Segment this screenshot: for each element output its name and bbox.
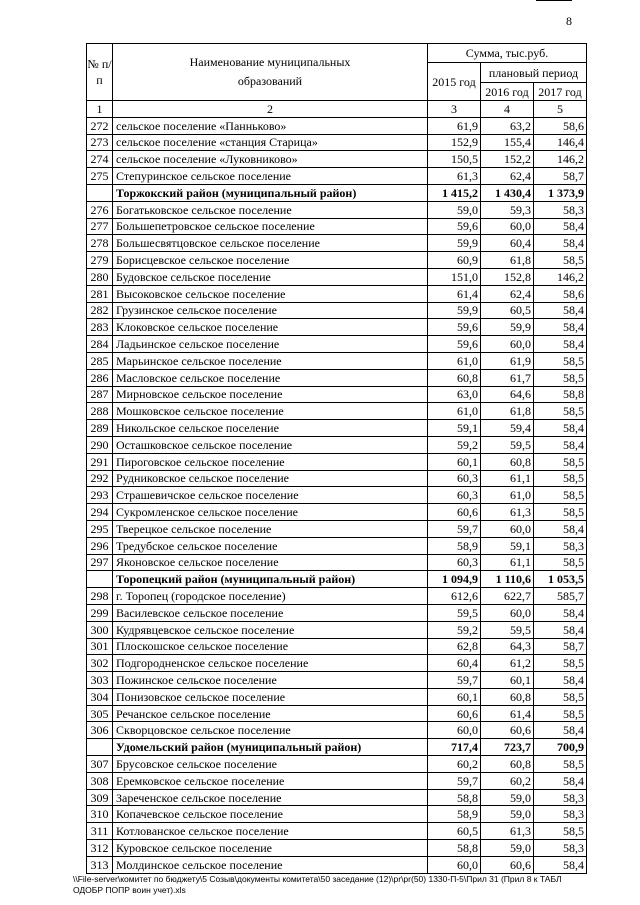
row-number: 302: [87, 655, 113, 672]
table-row: [87, 252, 587, 269]
table-row: [87, 756, 587, 773]
row-value-2016: 59,3: [481, 201, 534, 218]
row-value-2017: 58,5: [534, 504, 587, 521]
row-name: Скворцовское сельское поселение: [113, 722, 428, 739]
row-number: 288: [87, 403, 113, 420]
table-row: [87, 688, 587, 705]
footer-line-1: \\File-server\комитет по бюджету\5 Созыв\документы комитета\50 заседание (12)\pr\pr(50) 1330-П-5\Прил 31 (Прил 8 к ТАБЛ: [73, 874, 562, 884]
row-value-2015: 60,3: [428, 554, 481, 571]
row-value-2017: 58,5: [534, 369, 587, 386]
row-value-2015: 59,6: [428, 218, 481, 235]
row-value-2017: 700,9: [534, 739, 587, 756]
row-number: 289: [87, 420, 113, 437]
row-number: 291: [87, 453, 113, 470]
row-number: 281: [87, 285, 113, 302]
row-value-2017: 58,4: [534, 302, 587, 319]
row-value-2017: 58,3: [534, 840, 587, 857]
row-number: 285: [87, 352, 113, 369]
row-value-2015: 59,7: [428, 520, 481, 537]
row-name: Клоковское сельское поселение: [113, 319, 428, 336]
row-number: 274: [87, 151, 113, 168]
table-row: [87, 554, 587, 571]
table-row: [87, 117, 587, 134]
row-value-2015: 60,1: [428, 688, 481, 705]
row-value-2017: 58,5: [534, 688, 587, 705]
top-rule: [536, 0, 572, 1]
table-row: [87, 705, 587, 722]
row-name: сельское поселение «Панньково»: [113, 117, 428, 134]
row-value-2016: 62,4: [481, 168, 534, 185]
row-name: Молдинское сельское поселение: [113, 856, 428, 873]
row-value-2015: 60,9: [428, 252, 481, 269]
row-value-2017: 58,4: [534, 235, 587, 252]
row-name: Богатьковское сельское поселение: [113, 201, 428, 218]
table-row: [87, 537, 587, 554]
page-number: 8: [566, 14, 572, 28]
header-col-2017: 2017 год: [534, 83, 587, 101]
row-value-2017: 58,5: [534, 554, 587, 571]
row-number: 275: [87, 168, 113, 185]
row-name: Торжокский район (муниципальный район): [113, 184, 428, 201]
row-value-2017: 58,4: [534, 218, 587, 235]
row-name: г. Торопец (городское поселение): [113, 588, 428, 605]
row-name: Брусовское сельское поселение: [113, 756, 428, 773]
row-number: 295: [87, 520, 113, 537]
row-value-2016: 59,1: [481, 537, 534, 554]
row-value-2015: 62,8: [428, 638, 481, 655]
row-value-2017: 58,6: [534, 285, 587, 302]
row-name: Никольское сельское поселение: [113, 420, 428, 437]
row-name: Подгородненское сельское поселение: [113, 655, 428, 672]
row-value-2016: 622,7: [481, 588, 534, 605]
row-number: 312: [87, 840, 113, 857]
row-value-2017: 58,8: [534, 386, 587, 403]
row-number: 304: [87, 688, 113, 705]
table-row: [87, 302, 587, 319]
row-value-2016: 59,0: [481, 789, 534, 806]
header-col-plan: плановый период: [481, 63, 587, 83]
row-value-2016: 61,3: [481, 504, 534, 521]
row-value-2017: 58,5: [534, 352, 587, 369]
row-value-2017: 58,5: [534, 823, 587, 840]
header-col-2015: 2015 год: [428, 63, 481, 101]
row-number: 311: [87, 823, 113, 840]
row-number: 292: [87, 470, 113, 487]
file-path-footer: [73, 874, 613, 896]
table-row: [87, 487, 587, 504]
row-value-2015: 58,8: [428, 840, 481, 857]
row-value-2017: 146,2: [534, 268, 587, 285]
row-value-2017: 146,4: [534, 134, 587, 151]
row-number: 306: [87, 722, 113, 739]
row-value-2015: 1 094,9: [428, 571, 481, 588]
row-value-2015: 60,6: [428, 504, 481, 521]
row-value-2017: 58,5: [534, 655, 587, 672]
row-value-2016: 61,9: [481, 352, 534, 369]
row-value-2017: 58,5: [534, 487, 587, 504]
table-row: [87, 856, 587, 873]
row-value-2015: 59,0: [428, 201, 481, 218]
col-number-4: 4: [481, 101, 534, 118]
row-number: 273: [87, 134, 113, 151]
row-value-2015: 1 415,2: [428, 184, 481, 201]
col-number-1: 1: [87, 101, 113, 118]
table-row: [87, 201, 587, 218]
row-number: 303: [87, 672, 113, 689]
row-name: Осташковское сельское поселение: [113, 436, 428, 453]
row-number: 308: [87, 772, 113, 789]
row-value-2017: 58,5: [534, 453, 587, 470]
header-col-no: № п/п: [87, 44, 113, 101]
row-value-2015: 717,4: [428, 739, 481, 756]
row-value-2017: 58,3: [534, 537, 587, 554]
row-name: Пироговское сельское поселение: [113, 453, 428, 470]
row-value-2015: 150,5: [428, 151, 481, 168]
row-number: 298: [87, 588, 113, 605]
row-value-2015: 60,6: [428, 705, 481, 722]
district-total-row: [87, 571, 587, 588]
row-name: Тверецкое сельское поселение: [113, 520, 428, 537]
row-value-2017: 58,4: [534, 856, 587, 873]
row-value-2015: 58,9: [428, 806, 481, 823]
row-value-2015: 61,0: [428, 352, 481, 369]
row-value-2016: 61,4: [481, 705, 534, 722]
row-value-2016: 59,5: [481, 621, 534, 638]
header-col-sum: Сумма, тыс.руб.: [428, 44, 587, 63]
row-value-2016: 60,0: [481, 604, 534, 621]
row-value-2015: 60,0: [428, 722, 481, 739]
row-value-2016: 60,6: [481, 722, 534, 739]
row-value-2017: 58,4: [534, 621, 587, 638]
row-value-2015: 60,8: [428, 369, 481, 386]
table-row: [87, 403, 587, 420]
row-value-2015: 59,7: [428, 672, 481, 689]
district-total-row: [87, 184, 587, 201]
row-value-2016: 64,3: [481, 638, 534, 655]
row-value-2015: 58,9: [428, 537, 481, 554]
row-value-2015: 60,2: [428, 756, 481, 773]
row-value-2017: 58,3: [534, 789, 587, 806]
row-name: Борисцевское сельское поселение: [113, 252, 428, 269]
row-number: 279: [87, 252, 113, 269]
row-number: 305: [87, 705, 113, 722]
row-number: [87, 739, 113, 756]
row-number: 294: [87, 504, 113, 521]
row-value-2017: 58,6: [534, 117, 587, 134]
row-value-2015: 60,1: [428, 453, 481, 470]
row-value-2017: 58,3: [534, 806, 587, 823]
row-value-2016: 61,8: [481, 403, 534, 420]
row-value-2015: 59,7: [428, 772, 481, 789]
row-value-2015: 60,3: [428, 470, 481, 487]
row-value-2016: 61,0: [481, 487, 534, 504]
row-number: [87, 184, 113, 201]
row-value-2016: 60,6: [481, 856, 534, 873]
row-value-2016: 152,8: [481, 268, 534, 285]
row-name: Тредубское сельское поселение: [113, 537, 428, 554]
table-row: [87, 588, 587, 605]
row-number: 300: [87, 621, 113, 638]
row-value-2016: 62,4: [481, 285, 534, 302]
row-number: 296: [87, 537, 113, 554]
row-value-2016: 59,0: [481, 840, 534, 857]
row-name: Большепетровское сельское поселение: [113, 218, 428, 235]
row-value-2016: 59,0: [481, 806, 534, 823]
row-name: Сукромленское сельское поселение: [113, 504, 428, 521]
row-value-2015: 152,9: [428, 134, 481, 151]
row-value-2017: 58,4: [534, 722, 587, 739]
row-value-2015: 60,3: [428, 487, 481, 504]
row-value-2015: 61,3: [428, 168, 481, 185]
row-value-2015: 60,5: [428, 823, 481, 840]
row-value-2015: 59,6: [428, 319, 481, 336]
row-number: 310: [87, 806, 113, 823]
row-number: [87, 571, 113, 588]
row-value-2016: 60,8: [481, 688, 534, 705]
row-value-2015: 59,9: [428, 302, 481, 319]
row-value-2016: 59,9: [481, 319, 534, 336]
row-name: Удомельский район (муниципальный район): [113, 739, 428, 756]
row-number: 277: [87, 218, 113, 235]
row-value-2016: 59,4: [481, 420, 534, 437]
row-name: Грузинское сельское поселение: [113, 302, 428, 319]
row-name: Степуринское сельское поселение: [113, 168, 428, 185]
row-value-2015: 59,9: [428, 235, 481, 252]
row-number: 280: [87, 268, 113, 285]
table-row: [87, 134, 587, 151]
table-row: [87, 319, 587, 336]
table-row: [87, 285, 587, 302]
row-name: Страшевичское сельское поселение: [113, 487, 428, 504]
row-value-2017: 58,4: [534, 436, 587, 453]
row-value-2016: 61,8: [481, 252, 534, 269]
row-value-2017: 58,4: [534, 604, 587, 621]
table-row: [87, 235, 587, 252]
row-number: 276: [87, 201, 113, 218]
row-value-2016: 60,0: [481, 218, 534, 235]
row-number: 307: [87, 756, 113, 773]
row-value-2016: 61,3: [481, 823, 534, 840]
district-total-row: [87, 739, 587, 756]
row-value-2015: 63,0: [428, 386, 481, 403]
row-name: Кудрявцевское сельское поселение: [113, 621, 428, 638]
row-number: 297: [87, 554, 113, 571]
row-value-2017: 58,4: [534, 672, 587, 689]
table-row: [87, 806, 587, 823]
row-name: Ладьинское сельское поселение: [113, 336, 428, 353]
row-value-2017: 58,4: [534, 520, 587, 537]
row-value-2017: 58,4: [534, 336, 587, 353]
row-value-2016: 60,8: [481, 756, 534, 773]
row-value-2016: 1 110,6: [481, 571, 534, 588]
row-value-2016: 61,1: [481, 554, 534, 571]
row-value-2015: 59,2: [428, 621, 481, 638]
row-number: 284: [87, 336, 113, 353]
budget-table: [86, 43, 587, 874]
table-row: [87, 436, 587, 453]
header-col-name: Наименование муниципальных образований: [113, 44, 428, 101]
row-name: Василевское сельское поселение: [113, 604, 428, 621]
row-value-2015: 58,8: [428, 789, 481, 806]
row-value-2015: 59,6: [428, 336, 481, 353]
table-row: [87, 453, 587, 470]
row-number: 299: [87, 604, 113, 621]
row-number: 309: [87, 789, 113, 806]
row-value-2017: 58,5: [534, 756, 587, 773]
table-row: [87, 520, 587, 537]
header-col-2016: 2016 год: [481, 83, 534, 101]
row-value-2016: 60,0: [481, 520, 534, 537]
row-value-2016: 1 430,4: [481, 184, 534, 201]
row-value-2017: 58,7: [534, 638, 587, 655]
table-row: [87, 655, 587, 672]
table-row: [87, 151, 587, 168]
row-value-2016: 60,5: [481, 302, 534, 319]
table-row: [87, 823, 587, 840]
row-number: 278: [87, 235, 113, 252]
table-row: [87, 621, 587, 638]
row-name: Пожинское сельское поселение: [113, 672, 428, 689]
row-name: Рудниковское сельское поселение: [113, 470, 428, 487]
row-value-2016: 61,1: [481, 470, 534, 487]
row-value-2016: 723,7: [481, 739, 534, 756]
row-value-2017: 58,7: [534, 168, 587, 185]
table-row: [87, 638, 587, 655]
row-value-2016: 155,4: [481, 134, 534, 151]
row-value-2016: 60,4: [481, 235, 534, 252]
row-number: 313: [87, 856, 113, 873]
table-row: [87, 420, 587, 437]
row-name: сельское поселение «Луковниково»: [113, 151, 428, 168]
row-value-2016: 60,8: [481, 453, 534, 470]
table-row: [87, 604, 587, 621]
row-value-2015: 60,4: [428, 655, 481, 672]
row-number: 282: [87, 302, 113, 319]
row-number: 293: [87, 487, 113, 504]
row-value-2015: 61,0: [428, 403, 481, 420]
row-name: Котлованское сельское поселение: [113, 823, 428, 840]
table-row: [87, 772, 587, 789]
row-value-2015: 61,4: [428, 285, 481, 302]
row-value-2017: 585,7: [534, 588, 587, 605]
row-name: Большесвятцовское сельское поселение: [113, 235, 428, 252]
row-name: Мошковское сельское поселение: [113, 403, 428, 420]
row-name: Марьинское сельское поселение: [113, 352, 428, 369]
row-value-2016: 61,2: [481, 655, 534, 672]
row-name: Куровское сельское поселение: [113, 840, 428, 857]
table-row: [87, 840, 587, 857]
row-value-2015: 59,5: [428, 604, 481, 621]
row-value-2017: 1 373,9: [534, 184, 587, 201]
row-value-2017: 58,4: [534, 772, 587, 789]
table-row: [87, 336, 587, 353]
row-number: 272: [87, 117, 113, 134]
row-value-2017: 58,3: [534, 201, 587, 218]
row-name: сельское поселение «станция Старица»: [113, 134, 428, 151]
table-row: [87, 268, 587, 285]
table-row: [87, 789, 587, 806]
table-row: [87, 672, 587, 689]
row-name: Будовское сельское поселение: [113, 268, 428, 285]
row-value-2016: 64,6: [481, 386, 534, 403]
row-value-2016: 60,0: [481, 336, 534, 353]
row-name: Еремковское сельское поселение: [113, 772, 428, 789]
row-value-2017: 58,5: [534, 705, 587, 722]
row-value-2015: 59,2: [428, 436, 481, 453]
table-row: [87, 352, 587, 369]
row-name: Плоскошское сельское поселение: [113, 638, 428, 655]
table-row: [87, 470, 587, 487]
row-name: Копачевское сельское поселение: [113, 806, 428, 823]
row-value-2016: 59,5: [481, 436, 534, 453]
row-name: Яконовское сельское поселение: [113, 554, 428, 571]
row-value-2015: 60,0: [428, 856, 481, 873]
table-row: [87, 386, 587, 403]
footer-line-2: ОДОБР ПОПР воин учет).xls: [73, 885, 186, 895]
row-name: Речанское сельское поселение: [113, 705, 428, 722]
row-value-2017: 58,4: [534, 319, 587, 336]
row-value-2017: 58,5: [534, 470, 587, 487]
row-name: Масловское сельское поселение: [113, 369, 428, 386]
row-number: 283: [87, 319, 113, 336]
row-value-2017: 58,4: [534, 420, 587, 437]
table-row: [87, 504, 587, 521]
row-value-2017: 58,5: [534, 403, 587, 420]
table-row: [87, 369, 587, 386]
row-value-2016: 60,1: [481, 672, 534, 689]
row-number: 290: [87, 436, 113, 453]
row-value-2017: 58,5: [534, 252, 587, 269]
row-name: Торопецкий район (муниципальный район): [113, 571, 428, 588]
table-row: [87, 168, 587, 185]
table-row: [87, 722, 587, 739]
row-name: Высоковское сельское поселение: [113, 285, 428, 302]
row-name: Понизовское сельское поселение: [113, 688, 428, 705]
row-value-2015: 151,0: [428, 268, 481, 285]
row-number: 286: [87, 369, 113, 386]
row-value-2015: 61,9: [428, 117, 481, 134]
row-value-2017: 1 053,5: [534, 571, 587, 588]
row-value-2016: 60,2: [481, 772, 534, 789]
row-name: Зареченское сельское поселение: [113, 789, 428, 806]
row-value-2016: 63,2: [481, 117, 534, 134]
row-number: 301: [87, 638, 113, 655]
row-value-2016: 152,2: [481, 151, 534, 168]
row-value-2017: 146,2: [534, 151, 587, 168]
col-number-3: 3: [428, 101, 481, 118]
row-value-2016: 61,7: [481, 369, 534, 386]
row-number: 287: [87, 386, 113, 403]
table-row: [87, 218, 587, 235]
row-value-2015: 59,1: [428, 420, 481, 437]
col-number-5: 5: [534, 101, 587, 118]
row-value-2015: 612,6: [428, 588, 481, 605]
col-number-2: 2: [113, 101, 428, 118]
row-name: Мирновское сельское поселение: [113, 386, 428, 403]
